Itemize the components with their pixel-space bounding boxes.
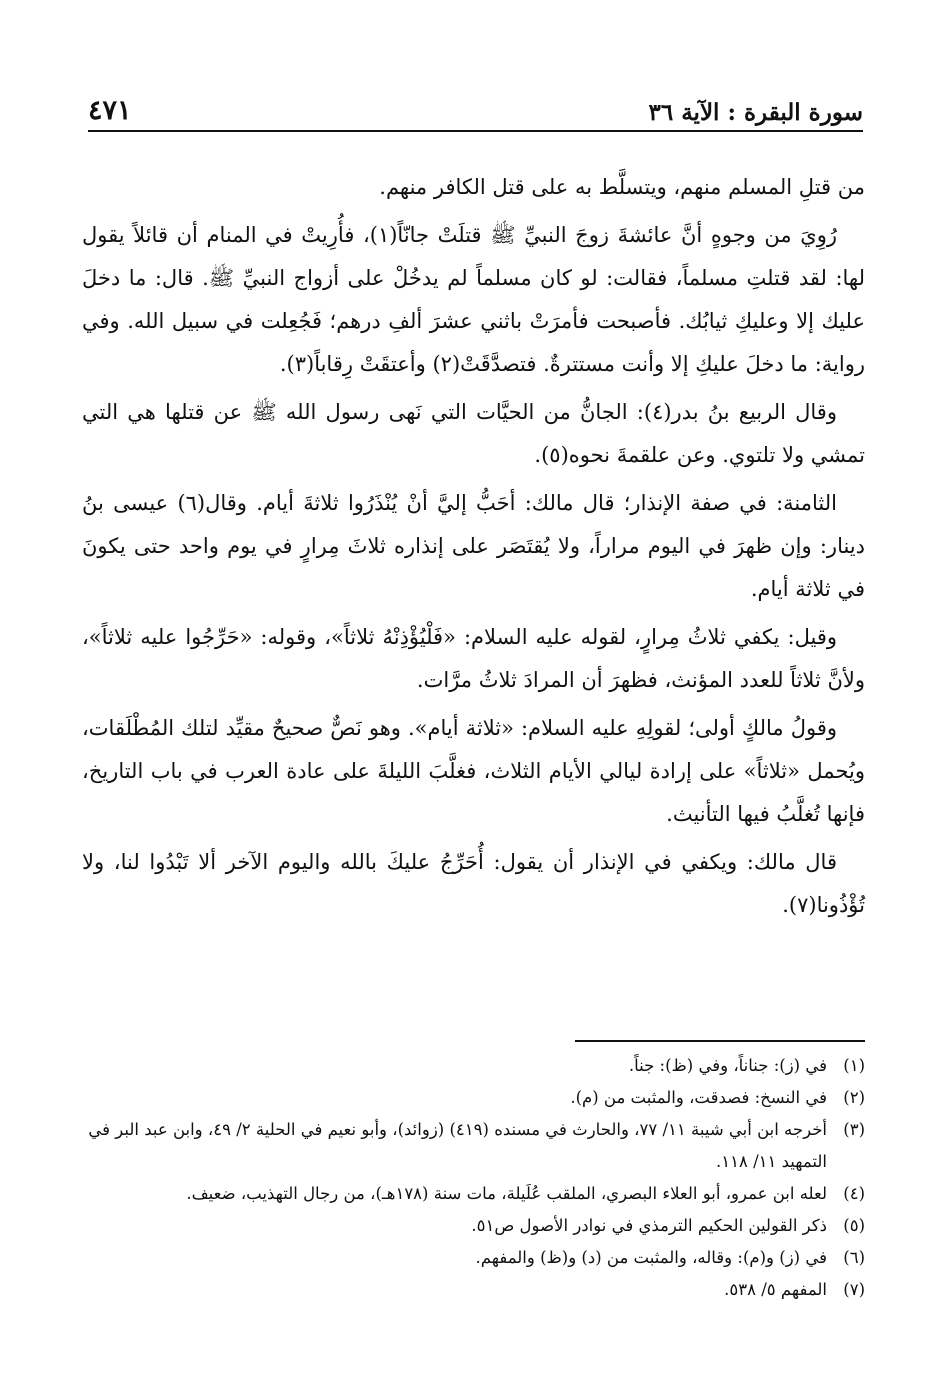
footnote-separator (575, 1040, 865, 1042)
page-number: ٤٧١ (88, 95, 132, 126)
footnote-text: المفهم ٥/ ٥٣٨. (724, 1280, 827, 1299)
footnote-text: ذكر القولين الحكيم الترمذي في نوادر الأصول ص٥١. (471, 1216, 827, 1235)
paragraph: رُوِيَ من وجوهٍ أنَّ عائشةَ زوجَ النبيِّ ﷺ قتلَتْ جانّاً(١)، فأُرِيتْ في المنام أن قائلاً يقول لها: لقد قتلتِ مسلماً، فقالت: لو كان مسلماً لم يدخُلْ على أزواج النبيِّ ﷺ. قال: ما دخلَ عليك إلا وعليكِ ثيابُك. فأصبحت فأمرَتْ باثني عشرَ ألفِ درهم؛ فَجُعِلت في سبيل الله. وفي رواية: ما دخلَ عليكِ إلا وأنت مستترةٌ. فتصدَّقَتْ(٢) وأعتقَتْ رِقاباً(٣). (82, 223, 865, 376)
footnotes (82, 1050, 865, 1306)
footnote (82, 1274, 865, 1306)
footnote-number: (٧) (843, 1280, 865, 1299)
footnote-text: لعله ابن عمرو، أبو العلاء البصري، الملقب عُلَيلة، مات سنة (١٧٨هـ)، من رجال التهذيب، ضعيف. (186, 1184, 827, 1203)
paragraph: وقيل: يكفي ثلاثُ مِرارٍ، لقوله عليه السلام: «فَلْيُؤْذِنْهُ ثلاثاً»، وقوله: «حَرِّجُوا عليه ثلاثاً»، ولأنَّ ثلاثاً للعدد المؤنث، فظهرَ أن المرادَ ثلاثُ مرَّات. (82, 625, 865, 692)
footnote-number: (٢) (843, 1088, 865, 1107)
footnote-number: (٣) (843, 1120, 865, 1139)
paragraph: وقال الربيع بنُ بدر(٤): الجانُّ من الحيَّات التي نَهى رسول الله ﷺ عن قتلها هي التي تمشي ولا تلتوي. وعن علقمةَ نحوه(٥). (82, 400, 865, 467)
footnote-text: في (ز) و(م): وقاله، والمثبت من (د) و(ظ) والمفهم. (475, 1248, 827, 1267)
footnote-text: أخرجه ابن أبي شيبة ١١/ ٧٧، والحارث في مسنده (٤١٩) (زوائد)، وأبو نعيم في الحلية ٢/ ٤٩، وابن عبد البر في التمهيد ١١/ ١١٨. (88, 1120, 827, 1171)
footnote (82, 1114, 865, 1178)
footnote (82, 1050, 865, 1082)
footnote (82, 1082, 865, 1114)
main-text (82, 166, 865, 932)
paragraph: الثامنة: في صفة الإنذار؛ قال مالك: أحَبُّ إليَّ أنْ يُنْذَرُوا ثلاثةَ أيام. وقال(٦) عيسى بنُ دينار: وإن ظهرَ في اليوم مراراً، ولا يُقتَصَر على إنذاره ثلاثَ مِرارٍ في يوم واحد حتى يكونَ في ثلاثة أيام. (82, 491, 865, 601)
footnote (82, 1242, 865, 1274)
footnote (82, 1178, 865, 1210)
footnote (82, 1210, 865, 1242)
footnote-number: (١) (843, 1056, 865, 1075)
footnote-number: (٦) (843, 1248, 865, 1267)
footnote-text: في (ز): جناناً، وفي (ظ): جناً. (628, 1056, 827, 1075)
footnote-number: (٤) (843, 1184, 865, 1203)
footnote-number: (٥) (843, 1216, 865, 1235)
page-header (88, 82, 863, 132)
paragraph: وقولُ مالكٍ أولى؛ لقولِهِ عليه السلام: «ثلاثة أيام». وهو نَصٌّ صحيحٌ مقيِّد لتلك المُطْلَقات، ويُحمل «ثلاثاً» على إرادة ليالي الأيام الثلاث، فغلَّبَ الليلةَ على عادة العرب في باب التاريخ، فإنها تُغلَّبُ فيها التأنيث. (82, 716, 865, 826)
running-title: سورة البقرة : الآية ٣٦ (648, 99, 863, 126)
paragraph: من قتلِ المسلم منهم، ويتسلَّط به على قتل الكافر منهم. (379, 175, 865, 199)
footnote-text: في النسخ: فصدقت، والمثبت من (م). (570, 1088, 827, 1107)
paragraph: قال مالك: ويكفي في الإنذار أن يقول: أُحَرِّجُ عليكَ بالله واليوم الآخر ألا تَبْدُوا لنا، ولا تُؤْذُونا(٧). (82, 850, 865, 917)
